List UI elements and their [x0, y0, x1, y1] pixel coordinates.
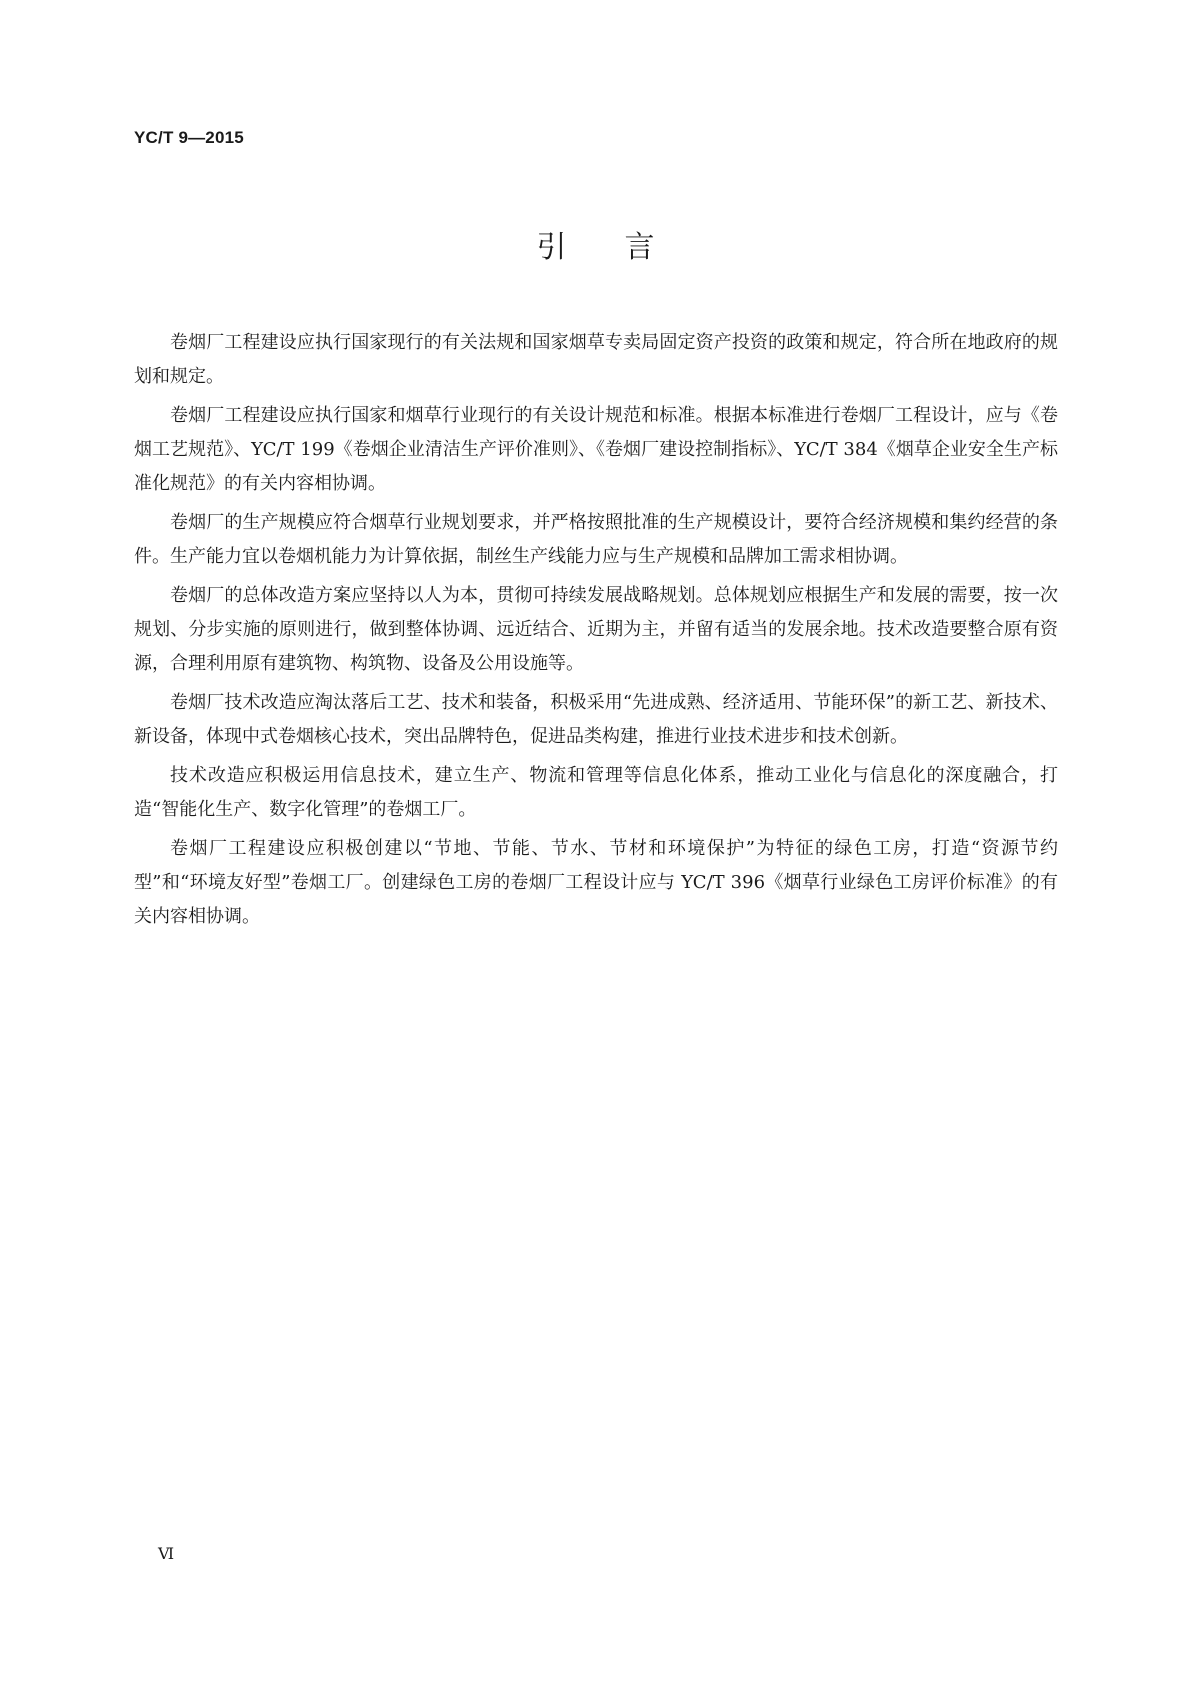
paragraph: 卷烟厂技术改造应淘汰落后工艺、技术和装备，积极采用“先进成熟、经济适用、节能环保”的新工艺、新技术、新设备，体现中式卷烟核心技术，突出品牌特色，促进品类构建，推进行业技术进步和技术创新。 [134, 692, 1058, 747]
introduction-body [134, 326, 1058, 939]
standard-code: YC/T 9—2015 [134, 128, 244, 147]
page-number: Ⅵ [158, 1546, 175, 1563]
paragraph: 卷烟厂工程建设应积极创建以“节地、节能、节水、节材和环境保护”为特征的绿色工房，打造“资源节约型”和“环境友好型”卷烟工厂。创建绿色工房的卷烟厂工程设计应与 YC/T 396《烟草行业绿色工房评价标准》的有关内容相协调。 [134, 838, 1058, 927]
paragraph: 卷烟厂的总体改造方案应坚持以人为本，贯彻可持续发展战略规划。总体规划应根据生产和发展的需要，按一次规划、分步实施的原则进行，做到整体协调、远近结合、近期为主，并留有适当的发展余地。技术改造要整合原有资源，合理利用原有建筑物、构筑物、设备及公用设施等。 [134, 585, 1058, 674]
paragraph: 卷烟厂的生产规模应符合烟草行业规划要求，并严格按照批准的生产规模设计，要符合经济规模和集约经营的条件。生产能力宜以卷烟机能力为计算依据，制丝生产线能力应与生产规模和品牌加工需求相协调。 [134, 512, 1058, 567]
paragraph: 卷烟厂工程建设应执行国家和烟草行业现行的有关设计规范和标准。根据本标准进行卷烟厂工程设计，应与《卷烟工艺规范》、YC/T 199《卷烟企业清洁生产评价准则》、《卷烟厂建设控制指标》、YC/T 384《烟草企业安全生产标准化规范》的有关内容相协调。 [134, 405, 1058, 494]
paragraph: 技术改造应积极运用信息技术，建立生产、物流和管理等信息化体系，推动工业化与信息化的深度融合，打造“智能化生产、数字化管理”的卷烟工厂。 [134, 765, 1058, 820]
page-title: 引言 [536, 230, 713, 265]
paragraph: 卷烟厂工程建设应执行国家现行的有关法规和国家烟草专卖局固定资产投资的政策和规定，符合所在地政府的规划和规定。 [134, 332, 1058, 387]
